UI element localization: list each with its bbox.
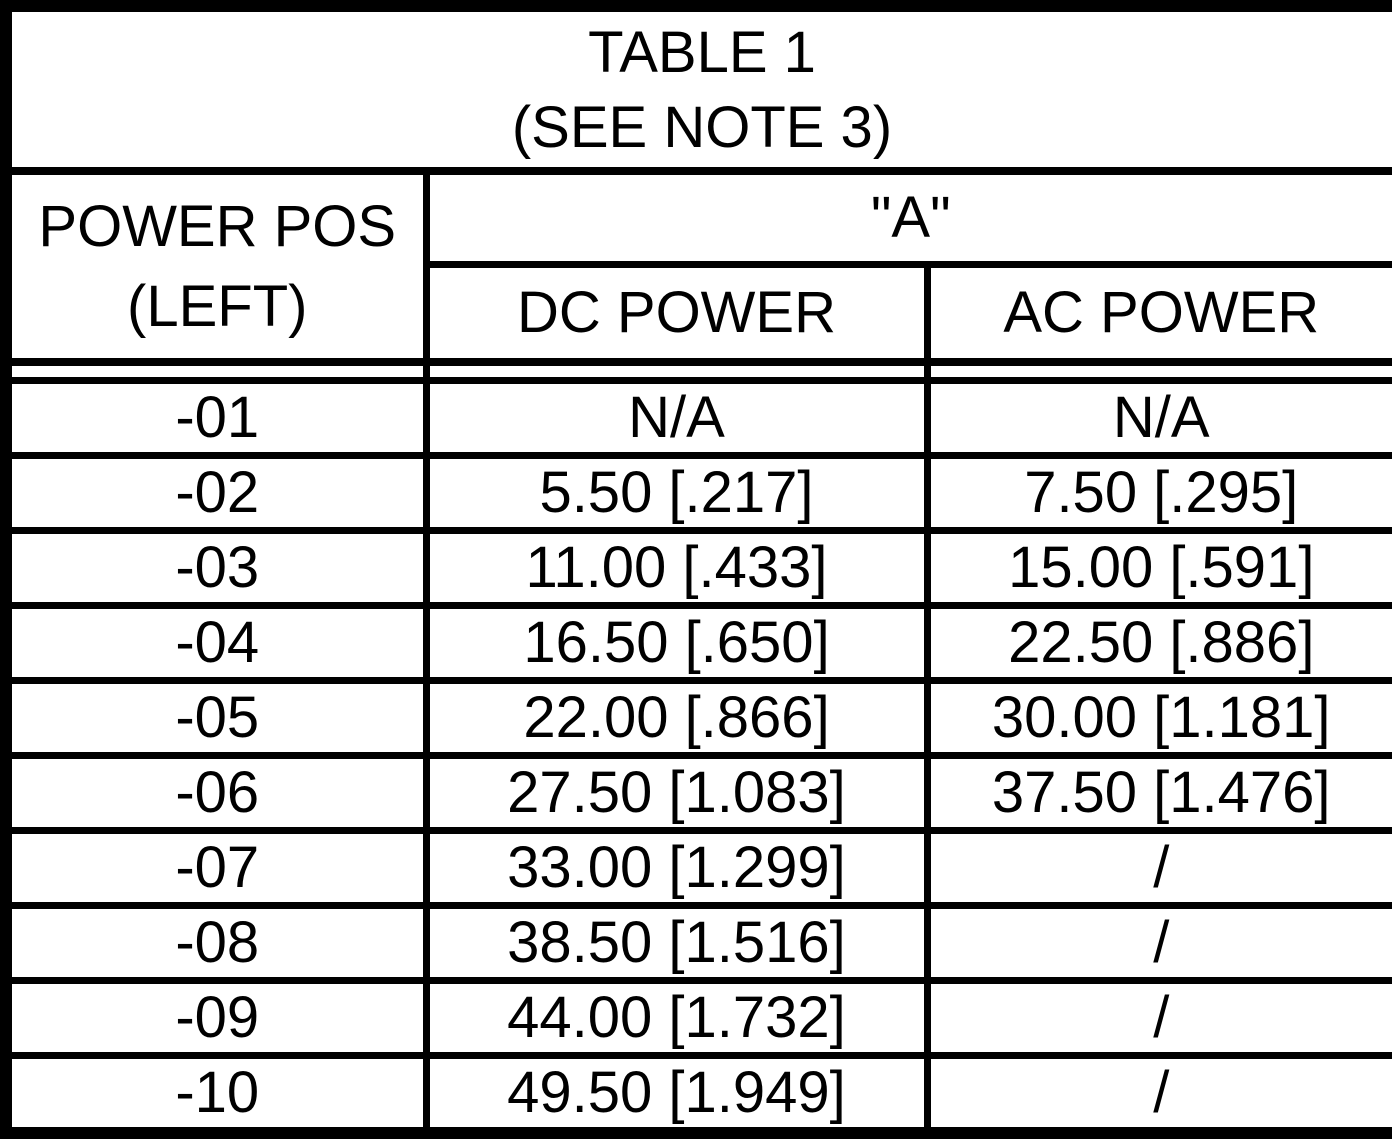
power-pos-header-line2: (LEFT) [127,273,308,339]
ac-value-cell: 37.50 [1.476] [927,756,1392,831]
pos-cell: -04 [6,606,426,681]
dc-value-cell: 22.00 [.866] [426,681,927,756]
dc-value-cell: 5.50 [.217] [426,456,927,531]
table-group-header-row [6,171,1392,265]
pos-cell: -03 [6,531,426,606]
pos-cell: -10 [6,1056,426,1134]
pos-cell: -07 [6,831,426,906]
ac-value-cell: / [927,906,1392,981]
col-header-dc-power: DC POWER [426,265,927,363]
pos-cell: -06 [6,756,426,831]
double-rule-gap [6,362,426,381]
table-row [6,381,1392,456]
table-title-line2: (SEE NOTE 3) [511,94,893,160]
table-title-line1: TABLE 1 [588,19,816,85]
group-header-a: "A" [426,171,1392,265]
table-row [6,906,1392,981]
power-pos-header [6,171,426,362]
dc-value-cell: 49.50 [1.949] [426,1056,927,1134]
ac-value-cell: 15.00 [.591] [927,531,1392,606]
dc-value-cell: 16.50 [.650] [426,606,927,681]
ac-value-cell: 30.00 [1.181] [927,681,1392,756]
table-row [6,681,1392,756]
table-row [6,456,1392,531]
pos-cell: -01 [6,381,426,456]
pos-cell: -02 [6,456,426,531]
double-rule-gap [927,362,1392,381]
dc-value-cell: 11.00 [.433] [426,531,927,606]
ac-value-cell: 7.50 [.295] [927,456,1392,531]
table-row [6,831,1392,906]
table-row [6,981,1392,1056]
ac-value-cell: / [927,1056,1392,1134]
dc-value-cell: 44.00 [1.732] [426,981,927,1056]
dc-value-cell: 27.50 [1.083] [426,756,927,831]
dc-value-cell: 33.00 [1.299] [426,831,927,906]
ac-value-cell: N/A [927,381,1392,456]
pos-cell: -05 [6,681,426,756]
double-rule-separator [6,362,1392,381]
table-row [6,756,1392,831]
ac-value-cell: 22.50 [.886] [927,606,1392,681]
table-title [6,6,1392,171]
double-rule-gap [426,362,927,381]
ac-value-cell: / [927,831,1392,906]
table-row [6,1056,1392,1134]
pos-cell: -08 [6,906,426,981]
col-header-ac-power: AC POWER [927,265,1392,363]
table-row [6,606,1392,681]
dc-value-cell: 38.50 [1.516] [426,906,927,981]
table-title-row [6,6,1392,171]
table-row [6,531,1392,606]
ac-value-cell: / [927,981,1392,1056]
dc-value-cell: N/A [426,381,927,456]
pos-cell: -09 [6,981,426,1056]
power-pos-header-line1: POWER POS [38,193,397,259]
